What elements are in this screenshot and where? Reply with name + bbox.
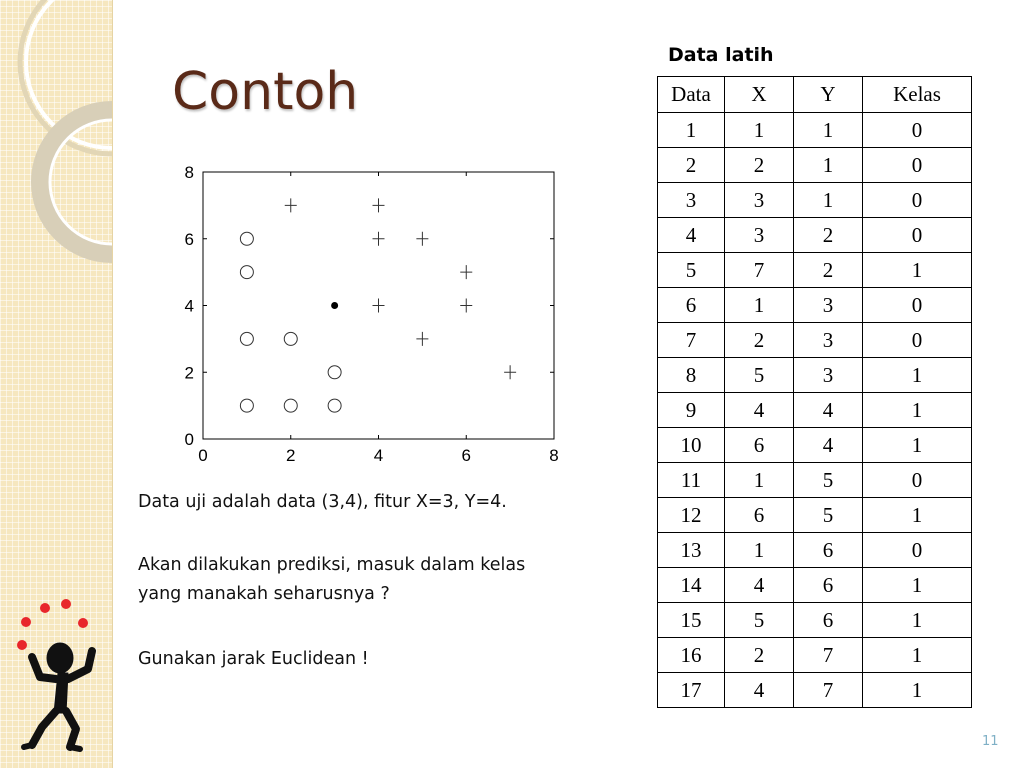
y-tick-label: 4 xyxy=(184,296,194,316)
table-header-row xyxy=(658,77,972,113)
table-cell: 0 xyxy=(863,113,972,148)
y-tick-label: 0 xyxy=(184,430,194,449)
class-1-point xyxy=(416,232,428,246)
table-cell: 6 xyxy=(725,498,794,533)
table-cell: 0 xyxy=(863,288,972,323)
juggling-balls xyxy=(17,599,88,650)
class-0-point xyxy=(284,399,297,412)
table-cell: 6 xyxy=(794,568,863,603)
table-row xyxy=(658,148,972,183)
table-cell: 1 xyxy=(725,113,794,148)
table-cell: 17 xyxy=(658,673,725,708)
scatter-points xyxy=(240,198,516,412)
table-cell: 1 xyxy=(794,183,863,218)
table-cell: 7 xyxy=(658,323,725,358)
table-cell: 3 xyxy=(794,288,863,323)
table-row xyxy=(658,638,972,673)
table-row xyxy=(658,288,972,323)
y-tick-label: 2 xyxy=(184,363,194,383)
table-cell: 7 xyxy=(794,673,863,708)
table-cell: 7 xyxy=(725,253,794,288)
table-cell: 2 xyxy=(794,218,863,253)
table-cell: 7 xyxy=(794,638,863,673)
y-tick-label: 6 xyxy=(184,229,194,249)
header-kelas: Kelas xyxy=(863,77,972,113)
prediction-question-line2: yang manakah seharusnya ? xyxy=(138,584,390,604)
table-cell: 14 xyxy=(658,568,725,603)
table-cell: 4 xyxy=(725,673,794,708)
table-row xyxy=(658,323,972,358)
table-cell: 3 xyxy=(658,183,725,218)
header-data: Data xyxy=(658,77,725,113)
table-cell: 1 xyxy=(725,463,794,498)
table-caption: Data latih xyxy=(668,44,774,66)
class-0-point xyxy=(284,332,297,345)
table-cell: 1 xyxy=(863,568,972,603)
class-0-point xyxy=(328,366,341,379)
table-row xyxy=(658,498,972,533)
x-tick-label: 8 xyxy=(549,446,559,465)
table-cell: 0 xyxy=(863,533,972,568)
table-cell: 6 xyxy=(725,428,794,463)
table-cell: 6 xyxy=(794,533,863,568)
table-cell: 4 xyxy=(725,393,794,428)
table-cell: 6 xyxy=(794,603,863,638)
table-cell: 1 xyxy=(863,393,972,428)
scatter-plot xyxy=(170,155,570,480)
table-cell: 5 xyxy=(794,463,863,498)
table-cell: 9 xyxy=(658,393,725,428)
x-tick-label: 6 xyxy=(461,446,471,465)
class-1-point xyxy=(460,265,472,279)
class-0-point xyxy=(240,399,253,412)
table-cell: 0 xyxy=(863,148,972,183)
table-cell: 5 xyxy=(725,358,794,393)
class-1-point xyxy=(504,365,516,379)
table-cell: 1 xyxy=(863,673,972,708)
table-cell: 10 xyxy=(658,428,725,463)
table-cell: 2 xyxy=(725,323,794,358)
table-row xyxy=(658,463,972,498)
table-row xyxy=(658,428,972,463)
table-cell: 0 xyxy=(863,218,972,253)
table-cell: 3 xyxy=(794,323,863,358)
x-tick-label: 0 xyxy=(198,446,208,465)
table-row xyxy=(658,568,972,603)
x-tick-label: 2 xyxy=(286,446,296,465)
table-cell: 0 xyxy=(863,463,972,498)
table-cell: 0 xyxy=(863,183,972,218)
table-cell: 4 xyxy=(794,428,863,463)
juggler-figure xyxy=(24,643,92,749)
table-cell: 5 xyxy=(658,253,725,288)
class-0-point xyxy=(240,332,253,345)
table-body xyxy=(658,113,972,708)
table-cell: 5 xyxy=(725,603,794,638)
table-row xyxy=(658,218,972,253)
class-1-point xyxy=(460,299,472,313)
table-cell: 1 xyxy=(863,358,972,393)
table-cell: 4 xyxy=(658,218,725,253)
table-row xyxy=(658,183,972,218)
table-cell: 1 xyxy=(863,638,972,673)
class-0-point xyxy=(240,232,253,245)
table-cell: 1 xyxy=(658,113,725,148)
table-row xyxy=(658,113,972,148)
table-row xyxy=(658,253,972,288)
table-row xyxy=(658,673,972,708)
table-cell: 1 xyxy=(794,113,863,148)
table-cell: 1 xyxy=(794,148,863,183)
table-cell: 3 xyxy=(794,358,863,393)
table-cell: 16 xyxy=(658,638,725,673)
table-cell: 3 xyxy=(725,183,794,218)
class-0-point xyxy=(240,266,253,279)
table-cell: 0 xyxy=(863,323,972,358)
test-point xyxy=(331,302,338,309)
table-cell: 2 xyxy=(725,148,794,183)
table-cell: 1 xyxy=(863,498,972,533)
class-1-point xyxy=(373,198,385,212)
table-cell: 1 xyxy=(863,428,972,463)
training-data-table xyxy=(657,76,972,708)
table-row xyxy=(658,533,972,568)
table-cell: 13 xyxy=(658,533,725,568)
y-tick-labels xyxy=(185,163,194,449)
table-row xyxy=(658,358,972,393)
class-1-point xyxy=(285,198,297,212)
prediction-question-line1: Akan dilakukan prediksi, masuk dalam kelas xyxy=(138,555,526,575)
slide-title: Contoh xyxy=(172,62,359,122)
test-data-text: Data uji adalah data (3,4), fitur X=3, Y=4. xyxy=(138,492,507,512)
x-tick-label: 4 xyxy=(373,446,384,465)
table-cell: 12 xyxy=(658,498,725,533)
table-row xyxy=(658,393,972,428)
table-cell: 4 xyxy=(725,568,794,603)
table-row xyxy=(658,603,972,638)
y-tick-label: 8 xyxy=(184,163,194,182)
juggler-clipart xyxy=(10,595,110,755)
table-cell: 1 xyxy=(863,253,972,288)
header-y: Y xyxy=(794,77,863,113)
table-cell: 8 xyxy=(658,358,725,393)
table-cell: 5 xyxy=(794,498,863,533)
class-0-point xyxy=(328,399,341,412)
table-cell: 2 xyxy=(658,148,725,183)
class-1-point xyxy=(416,332,428,346)
table-cell: 1 xyxy=(725,533,794,568)
table-cell: 1 xyxy=(725,288,794,323)
table-cell: 2 xyxy=(794,253,863,288)
x-tick-labels xyxy=(198,446,558,465)
table-cell: 11 xyxy=(658,463,725,498)
table-cell: 6 xyxy=(658,288,725,323)
table-cell: 2 xyxy=(725,638,794,673)
table-cell: 4 xyxy=(794,393,863,428)
class-1-point xyxy=(373,232,385,246)
table-cell: 15 xyxy=(658,603,725,638)
class-1-point xyxy=(373,299,385,313)
euclidean-instruction: Gunakan jarak Euclidean ! xyxy=(138,649,369,669)
table-cell: 1 xyxy=(863,603,972,638)
header-x: X xyxy=(725,77,794,113)
page-number: 11 xyxy=(982,734,999,749)
table-cell: 3 xyxy=(725,218,794,253)
